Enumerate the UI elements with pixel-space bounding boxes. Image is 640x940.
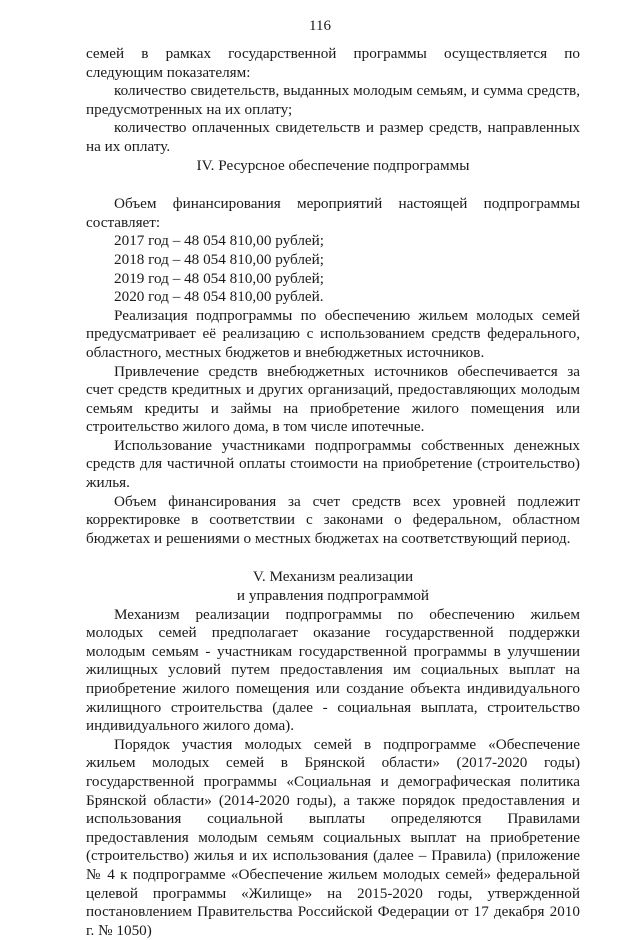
paragraph-adjustment: Объем финансирования за счет средств всех уровней подлежит корректировке в соответствии с законами о федеральном, областном бюджетах и решениями о местных бюджетах на соответствующий период. — [86, 492, 580, 547]
paragraph-indicator-paid: количество оплаченных свидетельств и размер средств, направленных на их оплату. — [86, 119, 580, 155]
document-body — [86, 45, 580, 940]
financing-tail: составляет: — [86, 213, 161, 231]
page-number: 116 — [309, 18, 331, 34]
financing-word: Объем — [114, 195, 157, 213]
financing-year-2017: 2017 год – 48 054 810,00 рублей; — [114, 232, 325, 250]
paragraph-mechanism: Механизм реализации подпрограммы по обеспечению жильем молодых семей предполагает оказание государственной поддержки молодым семьям - участникам государственной программы в улучшении жилищных условий путем предоставления им социальных выплат на приобретение жилого помещения или создание объекта индивидуального жилищного строительства (далее - социальная выплата, строительство индивидуального жилого дома). — [86, 605, 580, 735]
section-5-heading-line1: V. Механизм реализации — [252, 568, 414, 586]
paragraph-implementation: Реализация подпрограммы по обеспечению жильем молодых семей предусматривает её реализацию с использованием средств федерального, областного, местных бюджетов и внебюджетных источников. — [86, 306, 580, 361]
paragraph-own-funds: Использование участниками подпрограммы собственных денежных средств для частичной оплаты стоимости на приобретение (строительство) жилья. — [86, 436, 580, 492]
paragraph-indicator-certificates: количество свидетельств, выданных молодым семьям, и сумма средств, предусмотренных на их оплату; — [86, 82, 580, 118]
financing-word: настоящей — [398, 195, 468, 213]
financing-word: подпрограммы — [483, 195, 580, 213]
paragraph-procedure: Порядок участия молодых семей в подпрограмме «Обеспечение жильем молодых семей в Брянской области» (2017-2020 годы) государственной программы «Социальная и демографическая политика Брянской области» (2014-2020 годы), а также порядок предоставления и использования социальной выплаты определяются Правилами предоставления молодым семьям социальных выплат на приобретение (строительство) жилья и их использования (далее – Правила) (приложение № 4 к подпрограмме «Обеспечение жильем молодых семей» федеральной целевой программы «Жилище» на 2015-2020 годы, утвержденной постановлением Правительства Российской Федерации от 17 декабря 2010 г. № 1050) — [86, 735, 580, 939]
financing-word: мероприятий — [296, 195, 383, 213]
paragraph-continuation: семей в рамках государственной программы осуществляется по следующим показателям: — [86, 45, 580, 81]
financing-year-2018: 2018 год – 48 054 810,00 рублей; — [114, 250, 325, 268]
section-4-heading: IV. Ресурсное обеспечение подпрограммы — [196, 156, 470, 174]
section-5-heading-line2: и управления подпрограммой — [236, 587, 430, 605]
paragraph-extrabudgetary: Привлечение средств внебюджетных источников обеспечивается за счет средств кредитных и других организаций, предоставляющих молодым семьям кредиты и займы на приобретение жилого помещения или строительство жилого дома, в том числе ипотечные. — [86, 362, 580, 436]
financing-year-2019: 2019 год – 48 054 810,00 рублей; — [114, 269, 325, 287]
financing-line — [86, 195, 580, 214]
financing-year-2020: 2020 год – 48 054 810,00 рублей. — [114, 288, 324, 306]
financing-word: финансирования — [172, 195, 281, 213]
